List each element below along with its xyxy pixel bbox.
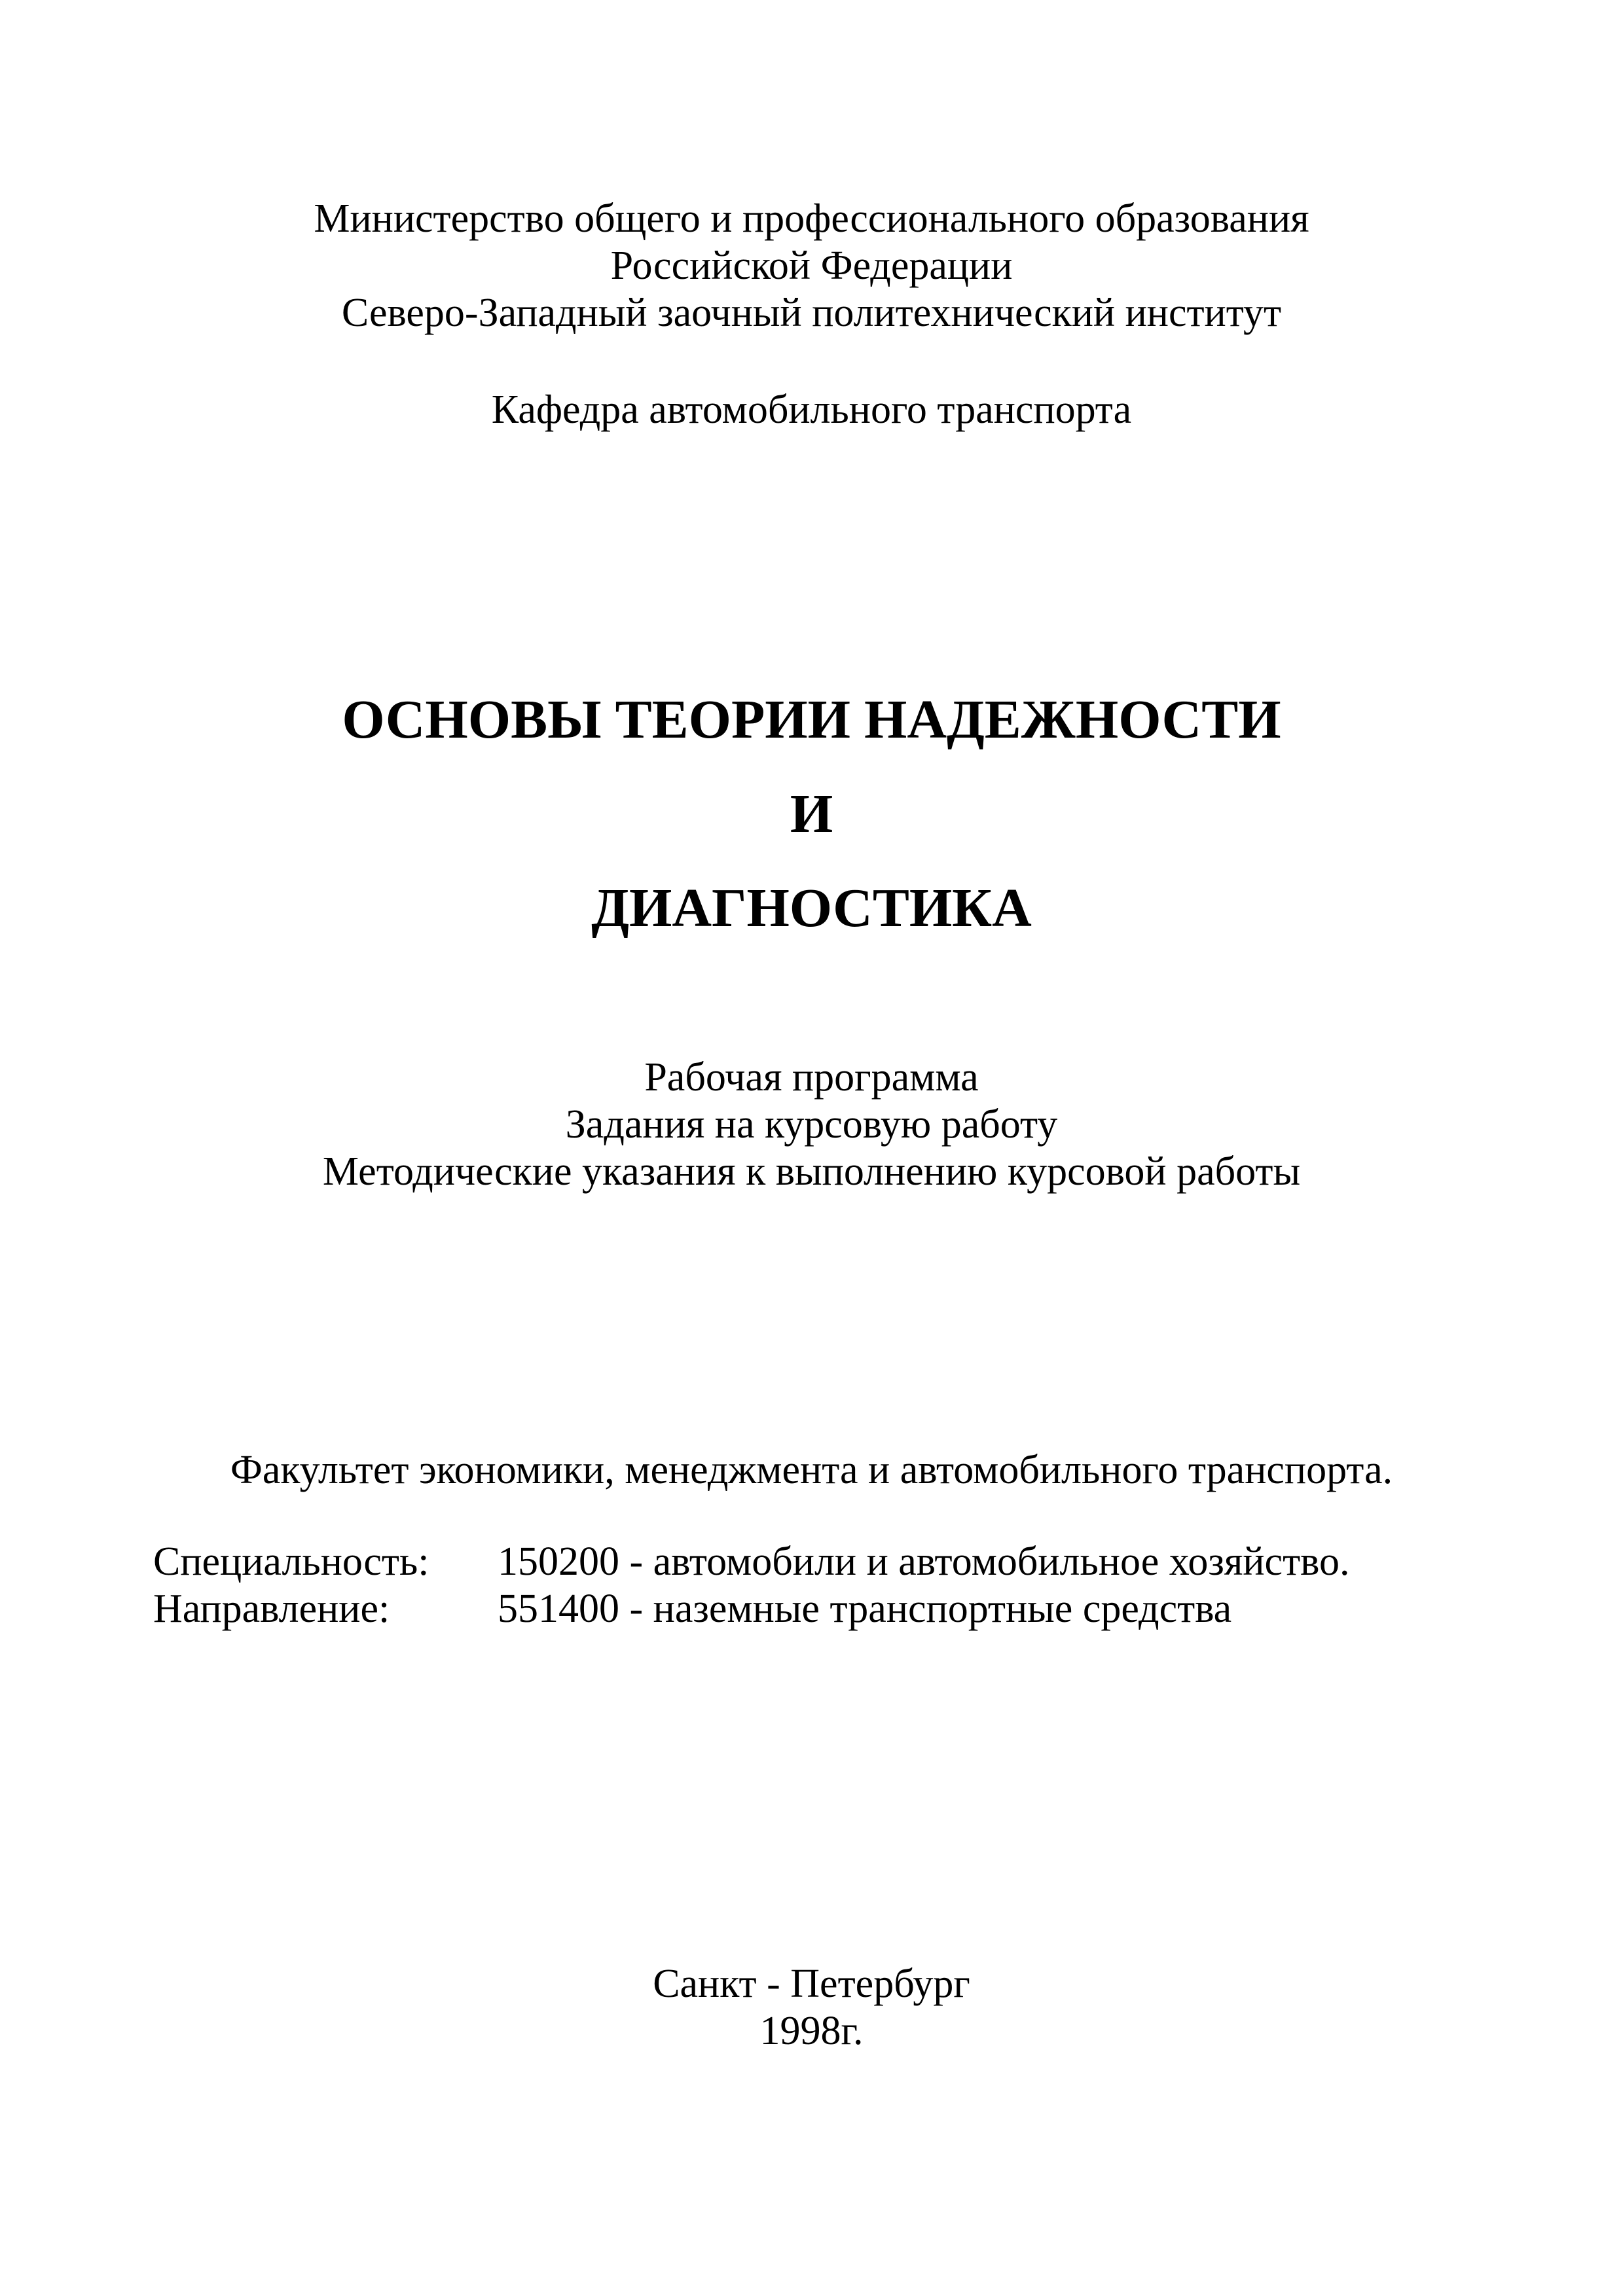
federation-line: Российской Федерации: [610, 243, 1013, 288]
specialty-value: 150200 - автомобили и автомобильное хозяйство.: [498, 1539, 1350, 1584]
document-title: [0, 687, 1623, 941]
institution-header: [0, 195, 1623, 336]
specialty-row: [0, 1538, 1623, 1585]
direction-row: [0, 1585, 1623, 1632]
direction-label: Направление:: [153, 1587, 390, 1631]
faculty: [0, 1446, 1623, 1494]
title-line-1: ОСНОВЫ ТЕОРИИ НАДЕЖНОСТИ: [342, 689, 1281, 750]
imprint: [0, 1960, 1623, 2054]
subtitle-program: Рабочая программа: [644, 1055, 979, 1100]
department-line: Кафедра автомобильного транспорта: [491, 387, 1132, 432]
document-subtitles: [0, 1054, 1623, 1195]
title-line-2: И: [790, 783, 833, 844]
specialty-label: Специальность:: [153, 1539, 429, 1584]
subtitle-assignments: Задания на курсовую работу: [565, 1102, 1058, 1147]
city-line: Санкт - Петербург: [653, 1962, 970, 2006]
subtitle-guidelines: Методические указания к выполнению курсовой работы: [322, 1149, 1301, 1194]
faculty-line: Факультет экономики, менеджмента и автомобильного транспорта.: [230, 1448, 1393, 1492]
direction-value: 551400 - наземные транспортные средства: [498, 1587, 1232, 1631]
ministry-line: Министерство общего и профессионального образования: [314, 196, 1309, 241]
institute-line: Северо-Западный заочный политехнический институт: [341, 291, 1282, 335]
year-line: 1998г.: [759, 2009, 864, 2053]
title-line-3: ДИАГНОСТИКА: [591, 878, 1032, 939]
department: [0, 386, 1623, 433]
